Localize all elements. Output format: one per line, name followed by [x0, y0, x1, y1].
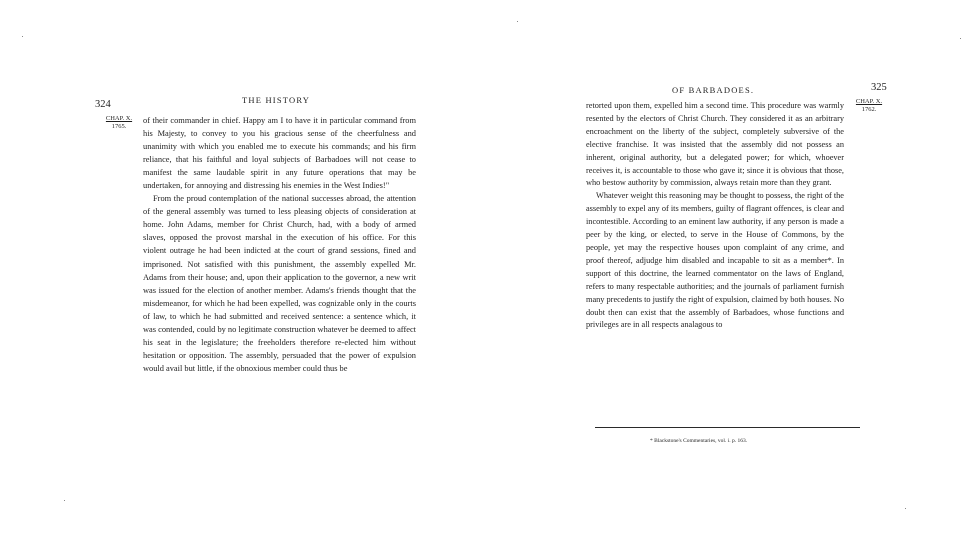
right-margin-note	[848, 98, 890, 114]
left-paragraph: of their commander in chief. Happy am I to have it in particular command from his Majesty, to convey to you his gracious sense of the cheerfulness and unanimity with which you enabled me to execute his commands; and his firm reliance, that his faithful and loyal subjects of Barbadoes will not cease to manifest the same laudable spirit in any future operations that may be undertaken, for annoying and distressing his enemies in the West Indies!"	[143, 116, 416, 191]
left-margin-note	[100, 115, 138, 131]
scan-speck	[22, 36, 23, 37]
right-margin-year: 1762.	[861, 106, 877, 113]
scan-speck	[517, 21, 518, 22]
right-body-text	[586, 100, 844, 332]
right-paragraph: Whatever weight this reasoning may be thought to possess, the right of the assembly to expel any of its members, guilty of flagrant offences, is clear and incontestible. According to an eminent law authority, if any person is made a peer by the king, or elected, to serve in the House of Commons, by the people, yet may the respective houses upon complaint of any crime, and proof thereof, adjudge him disabled and incapable to sit as a member*. In support of this doctrine, the learned commentator on the laws of England, refers to many respectable authorities; and the journals of parliament furnish many precedents to justify the right of expulsion, claimed by both houses. No doubt then can exist that the assembly of Barbadoes, whose functions and privileges are in all respects analagous to	[586, 191, 844, 330]
left-body-text	[143, 114, 416, 375]
left-page-number: 324	[95, 99, 111, 110]
left-margin-year: 1765.	[111, 123, 127, 130]
scan-speck	[960, 38, 961, 39]
left-margin-chapter: CHAP. X.	[105, 115, 133, 122]
right-page-number: 325	[871, 82, 887, 93]
footnote: * Blackstone's Commentaries, vol. i. p. 163.	[650, 438, 748, 444]
scan-speck	[64, 500, 65, 501]
right-paragraph: retorted upon them, expelled him a second time. This procedure was warmly resented by the electors of Christ Church. They considered it as an arbitrary encroachment on the liberty of the subject, completely subversive of the elective franchise. It was insisted that the assembly did not possess an inherent, original authority, but a delegated power; for which, whoever receives it, is accountable to those who gave it; since it is obvious that those, who bestow authority by commission, always retain more than they grant.	[586, 101, 844, 188]
right-running-head: OF BARBADOES.	[672, 85, 755, 95]
footnote-rule	[595, 427, 860, 428]
right-margin-chapter: CHAP. X.	[855, 98, 883, 105]
scan-speck	[905, 508, 906, 509]
left-paragraph: From the proud contemplation of the national successes abroad, the attention of the general assembly was turned to less pleasing objects of consideration at home. John Adams, member for Christ Church, had, with a body of armed slaves, opposed the provost marshal in the execution of his office. For this violent outrage he had been indicted at the court of grand sessions, fined and imprisoned. Not satisfied with this punishment, the assembly expelled Mr. Adams from their house; and, upon their application to the governor, a new writ was issued for the election of another member. Adams's friends thought that the misdemeanor, for which he had been expelled, was cognizable only in the courts of law, to which he had submitted and received sentence: a sentence which, it was contended, could by no legitimate construction whatever be deemed to affect his seat in the legislature; the freeholders therefore re-elected him without hesitation or opposition. The assembly, persuaded that the power of expulsion would avail but little, if the obnoxious member could thus be	[143, 194, 416, 373]
left-running-head: THE HISTORY	[242, 95, 311, 105]
